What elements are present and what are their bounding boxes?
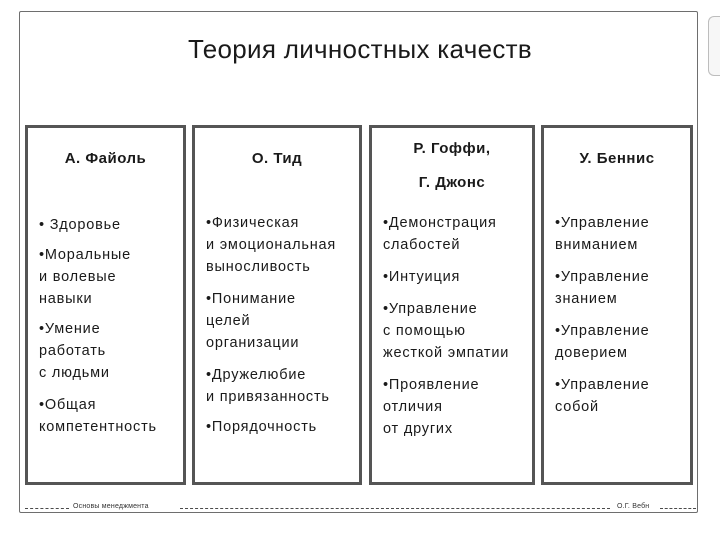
- list-item: •Управление вниманием: [555, 215, 650, 253]
- footer-left-text: Основы менеджмента: [73, 503, 149, 510]
- list-item: •Умение работать с людьми: [39, 321, 110, 381]
- list-item: •Порядочность: [206, 419, 317, 435]
- list-item: • Здоровье: [39, 217, 121, 233]
- list-item: •Управление знанием: [555, 269, 650, 307]
- list-item: •Проявление отличия от других: [383, 377, 480, 437]
- column-tead: [192, 125, 362, 485]
- footer-rule-right: [660, 508, 696, 509]
- column-heading: О. Тид: [251, 150, 303, 167]
- list-item: •Демонстрация слабостей: [383, 215, 497, 253]
- column-heading: А. Файоль: [64, 150, 147, 167]
- column-heading-line1: Р. Гоффи,: [413, 140, 491, 157]
- footer-rule-left: [25, 508, 69, 509]
- column-goffee-jones: [369, 125, 535, 485]
- column-bennis: [541, 125, 693, 485]
- column-heading: У. Беннис: [579, 150, 655, 167]
- list-item: •Общая компетентность: [39, 397, 157, 435]
- list-item: •Дружелюбие и привязанность: [206, 367, 330, 405]
- list-item: •Управление с помощью жесткой эмпатии: [383, 301, 510, 361]
- column-heading-line2: Г. Джонс: [418, 174, 486, 191]
- list-item: •Интуиция: [383, 269, 461, 285]
- column-fayol: [25, 125, 186, 485]
- list-item: •Управление собой: [555, 377, 650, 415]
- slide-title: Теория личностных качеств: [188, 34, 532, 64]
- footer-rule-middle: [180, 508, 610, 509]
- list-item: •Управление доверием: [555, 323, 650, 361]
- list-item: •Моральные и волевые навыки: [39, 247, 132, 307]
- list-item: •Понимание целей организации: [206, 291, 300, 351]
- footer-right-text: О.Г. Вебн: [617, 503, 650, 510]
- list-item: •Физическая и эмоциональная выносливость: [206, 215, 337, 275]
